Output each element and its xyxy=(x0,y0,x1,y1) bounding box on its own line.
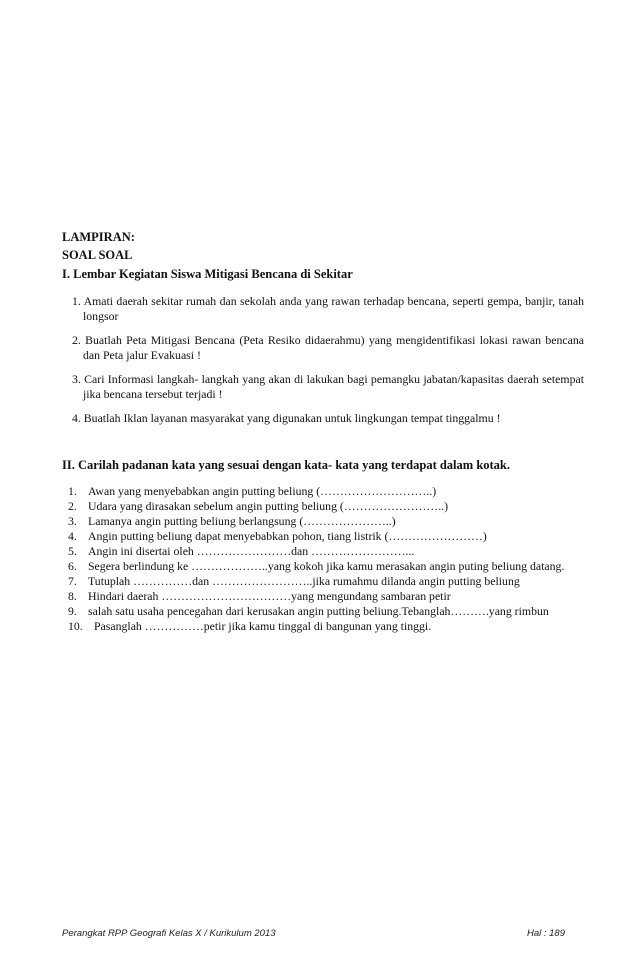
footer-document-title: Perangkat RPP Geografi Kelas X / Kurikulum 2013 xyxy=(62,928,276,939)
question-item xyxy=(62,514,564,529)
question-text: Segera berlindung ke ………………..yang kokoh jika kamu merasakan angin puting beliung datang. xyxy=(88,559,565,573)
heading-lampiran: LAMPIRAN: xyxy=(62,230,135,244)
question-text: Udara yang dirasakan sebelum angin putting beliung (……………………..) xyxy=(88,499,449,513)
question-text: Tutuplah ……………dan ……………………..jika rumahmu dilanda angin putting beliung xyxy=(88,574,520,588)
lks-item: 2. Buatlah Peta Mitigasi Bencana (Peta Resiko didaerahmu) yang mengidentifikasi lokasi rawan bencana dan Peta jalur Evakuasi ! xyxy=(72,333,584,362)
question-item xyxy=(62,559,564,574)
question-text: Angin ini disertai oleh ……………………dan ……………………... xyxy=(88,544,415,558)
question-item xyxy=(62,574,564,589)
question-list xyxy=(62,484,564,634)
question-number: 5. xyxy=(68,544,77,558)
lks-item: 4. Buatlah Iklan layanan masyarakat yang digunakan untuk lingkungan tempat tinggalmu ! xyxy=(72,411,501,425)
question-text: Angin putting beliung dapat menyebabkan pohon, tiang listrik (……………………) xyxy=(88,529,487,543)
question-number: 4. xyxy=(68,529,77,543)
heading-soal: SOAL SOAL xyxy=(62,248,133,262)
question-item xyxy=(62,484,564,499)
question-text: Hindari daerah ……………………………yang mengundang sambaran petir xyxy=(88,589,451,603)
question-text: salah satu usaha pencegahan dari kerusakan angin putting beliung.Tebanglah……….yang rimbun xyxy=(88,604,549,618)
section-lks xyxy=(62,267,584,426)
question-item xyxy=(62,619,564,634)
section-padanan-title: II. Carilah padanan kata yang sesuai dengan kata- kata yang terdapat dalam kotak. xyxy=(62,458,511,472)
question-number: 3. xyxy=(68,514,77,528)
lks-list xyxy=(62,294,584,426)
footer-page-number: Hal : 189 xyxy=(526,928,565,939)
section-padanan-kata xyxy=(62,458,564,634)
question-item xyxy=(62,589,564,604)
question-number: 9. xyxy=(68,604,77,618)
question-item xyxy=(62,604,564,619)
question-item xyxy=(62,499,564,514)
question-number: 7. xyxy=(68,574,77,588)
question-number: 1. xyxy=(68,484,77,498)
question-item xyxy=(62,529,564,544)
section-lks-title: I. Lembar Kegiatan Siswa Mitigasi Bencana di Sekitar xyxy=(62,267,353,281)
question-text: Pasanglah ……………petir jika kamu tinggal di bangunan yang tinggi. xyxy=(94,619,432,633)
question-text: Awan yang menyebabkan angin putting beliung (………………………..) xyxy=(88,484,437,498)
question-text: Lamanya angin putting beliung berlangsung (…………………..) xyxy=(88,514,396,528)
question-number: 10. xyxy=(68,619,83,633)
question-number: 8. xyxy=(68,589,77,603)
lks-item: 3. Cari Informasi langkah- langkah yang akan di lakukan bagi pemangku jabatan/kapasitas daerah setempat jika bencana tersebut terjadi ! xyxy=(72,372,584,401)
question-number: 6. xyxy=(68,559,77,573)
lks-item: 1. Amati daerah sekitar rumah dan sekolah anda yang rawan terhadap bencana, seperti gempa, banjir, tanah longsor xyxy=(72,294,584,323)
question-number: 2. xyxy=(68,499,77,513)
question-item xyxy=(62,544,564,559)
